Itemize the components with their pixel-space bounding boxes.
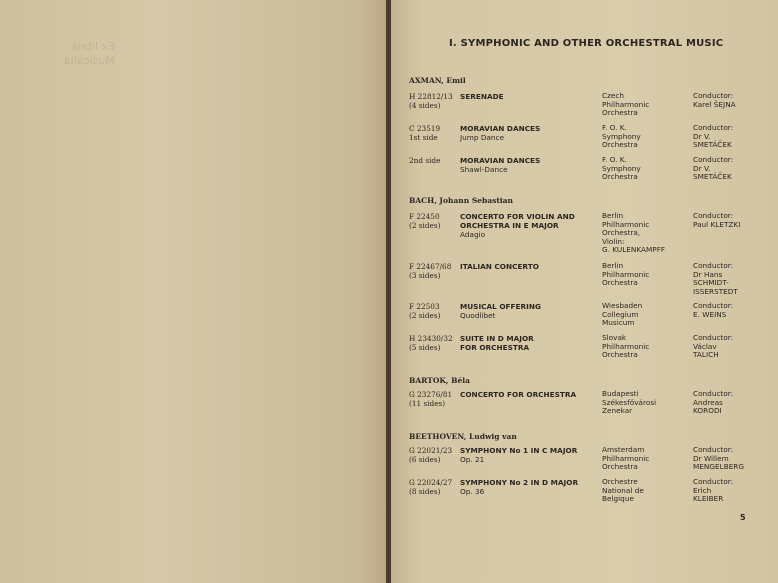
performer-line: Orchestra	[602, 350, 638, 359]
conductor-line: SCHMIDT-	[693, 278, 729, 287]
catalogue-number	[409, 156, 440, 165]
composer-heading: BARTOK, Béla	[409, 376, 470, 385]
conductor-line: TALICH	[693, 350, 719, 359]
performer-line: Orchestra	[602, 462, 638, 471]
work-subtitle-line: Adagio	[460, 230, 486, 239]
composer-heading: BEETHOVEN, Ludwig van	[409, 432, 517, 441]
conductor-line: Dr V.	[693, 131, 711, 141]
work-subtitle	[460, 133, 504, 142]
work-title-line: MUSICAL OFFERING	[460, 302, 541, 311]
work-title-line: FOR ORCHESTRA	[460, 343, 530, 352]
catalogue-number-line: (3 sides)	[409, 271, 441, 280]
performer-line: Symphony	[602, 131, 641, 141]
performer-line: Violin:	[602, 236, 625, 246]
work-title	[460, 124, 540, 133]
catalogue-number	[409, 302, 440, 320]
performer-line: F. O. K.	[602, 123, 627, 132]
performer-line: Orchestre	[602, 477, 638, 486]
performer-line: G. KULENKAMPFF	[602, 245, 666, 254]
conductor-line: Conductor:	[693, 445, 734, 454]
catalogue-number	[409, 92, 453, 110]
work-subtitle	[460, 311, 496, 320]
performer	[602, 334, 649, 360]
catalogue-number-line: G 22024/27	[409, 478, 453, 487]
performer-line: Orchestra	[602, 278, 638, 287]
conductor	[693, 156, 733, 182]
catalogue-number-line: (2 sides)	[409, 311, 441, 320]
conductor	[693, 212, 740, 229]
conductor-line: Dr V.	[693, 163, 711, 173]
performer	[602, 446, 649, 472]
performer-line: Philharmonic	[602, 453, 650, 463]
performer	[602, 92, 649, 118]
performer	[602, 156, 641, 182]
work-title-line: SYMPHONY No 1 IN C MAJOR	[460, 446, 578, 455]
performer-line: Philharmonic	[602, 99, 650, 109]
work-subtitle	[460, 487, 484, 496]
work-subtitle	[460, 455, 484, 464]
performer-line: Orchestra	[602, 140, 638, 149]
catalogue-number-line: F 22450	[409, 212, 440, 221]
work-title-line: CONCERTO FOR VIOLIN AND	[460, 212, 575, 221]
performer-line: Collegium	[602, 309, 639, 319]
work-subtitle	[460, 230, 485, 239]
catalogue-number	[409, 212, 440, 230]
conductor-line: KORODI	[693, 406, 722, 415]
section-title: I. SYMPHONIC AND OTHER ORCHESTRAL MUSIC	[449, 38, 724, 49]
performer-line: National de	[602, 485, 644, 495]
performer-line: Philharmonic	[602, 219, 650, 229]
work-title-line: ITALIAN CONCERTO	[460, 262, 539, 271]
performer-line: Musicum	[602, 318, 635, 327]
conductor	[693, 302, 733, 319]
conductor-line: Conductor:	[693, 261, 734, 270]
performer-line: Berlin	[602, 261, 624, 270]
performer	[602, 212, 665, 255]
conductor-line: Conductor:	[693, 211, 734, 220]
work-title	[460, 478, 578, 487]
performer-line: Budapesti	[602, 389, 639, 398]
conductor-line: MENGELBERG	[693, 462, 745, 471]
right-page	[391, 0, 778, 583]
performer-line: Berlin	[602, 211, 624, 220]
performer-line: Symphony	[602, 163, 641, 173]
catalogue-number	[409, 124, 440, 142]
work-title-line: SERENADE	[460, 92, 504, 101]
catalogue-number	[409, 334, 453, 352]
performer	[602, 478, 644, 504]
conductor-line: ISSERSTEDT	[693, 286, 738, 296]
catalogue-number-line: 1st side	[409, 133, 438, 142]
catalogue-number-line: (6 sides)	[409, 455, 441, 464]
work-title	[460, 156, 540, 165]
work-subtitle-line: Op. 21	[460, 455, 485, 464]
composer-heading: AXMAN, Emil	[409, 76, 466, 85]
conductor	[693, 124, 733, 150]
conductor-line: SMETÁČEK	[693, 172, 732, 181]
page-number: 5	[740, 513, 746, 522]
catalogue-number	[409, 262, 451, 280]
work-subtitle-line: Quodlibet	[460, 311, 496, 320]
performer-line: Belgique	[602, 494, 634, 503]
catalogue-number-line: H 22812/13	[409, 92, 453, 101]
work-title	[460, 212, 575, 230]
performer	[602, 124, 641, 150]
conductor	[693, 334, 733, 360]
performer-line: Székesfővárosi	[602, 397, 657, 407]
catalogue-number	[409, 446, 452, 464]
catalogue-number-line: (2 sides)	[409, 221, 441, 230]
conductor-line: Dr Willem	[693, 453, 729, 463]
performer-line: Orchestra	[602, 108, 638, 117]
conductor	[693, 262, 738, 296]
performer	[602, 302, 642, 328]
catalogue-number-line: G 23276/81	[409, 390, 453, 399]
work-title	[460, 390, 576, 399]
performer	[602, 262, 649, 288]
performer-line: Orchestra,	[602, 228, 641, 237]
conductor	[693, 92, 736, 109]
catalogue-number	[409, 478, 452, 496]
ghost-line: Musicalia	[64, 54, 115, 67]
performer-line: Slovak	[602, 333, 627, 342]
work-title-line: CONCERTO FOR ORCHESTRA	[460, 390, 577, 399]
conductor-line: Conductor:	[693, 389, 734, 398]
conductor-line: Paul KLETZKI	[693, 219, 741, 229]
work-subtitle-line: Op. 36	[460, 487, 485, 496]
performer-line: Orchestra	[602, 172, 638, 181]
conductor-line: Conductor:	[693, 123, 734, 132]
conductor-line: Conductor:	[693, 301, 734, 310]
conductor-line: KLEIBER	[693, 494, 724, 503]
performer-line: Czech	[602, 91, 625, 100]
work-title	[460, 334, 534, 352]
conductor-line: Karel ŠEJNA	[693, 99, 736, 109]
conductor-line: Conductor:	[693, 477, 734, 486]
left-page	[0, 0, 388, 583]
catalogue-number-line: G 22021/23	[409, 446, 453, 455]
work-subtitle-line: Jump Dance	[460, 133, 505, 142]
work-title	[460, 92, 504, 101]
catalogue-number-line: (5 sides)	[409, 343, 441, 352]
conductor-line: SMETÁČEK	[693, 140, 732, 149]
work-subtitle-line: Shawl-Dance	[460, 165, 508, 174]
conductor-line: Václav	[693, 341, 717, 351]
conductor-line: Andreas	[693, 397, 723, 407]
work-title	[460, 446, 577, 455]
work-title-line: MORAVIAN DANCES	[460, 124, 541, 133]
performer-line: F. O. K.	[602, 155, 627, 164]
performer-line: Philharmonic	[602, 269, 650, 279]
work-title	[460, 302, 541, 311]
catalogue-number-line: F 22503	[409, 302, 440, 311]
performer-line: Amsterdam	[602, 445, 645, 454]
catalogue-number-line: 2nd side	[409, 156, 441, 165]
performer-line: Zenekar	[602, 406, 633, 415]
work-title-line: ORCHESTRA IN E MAJOR	[460, 221, 559, 230]
conductor-line: Dr Hans	[693, 269, 723, 279]
conductor-line: Erich	[693, 485, 712, 495]
work-title-line: SUITE IN D MAJOR	[460, 334, 534, 343]
catalogue-number-line: (4 sides)	[409, 101, 441, 110]
conductor-line: E. WEINS	[693, 309, 727, 319]
performer	[602, 390, 656, 416]
catalogue-number-line: H 23430/32	[409, 334, 453, 343]
work-subtitle	[460, 165, 508, 174]
catalogue-number	[409, 390, 452, 408]
performer-line: Wiesbaden	[602, 301, 643, 310]
conductor-line: Conductor:	[693, 333, 734, 342]
catalogue-number-line: (8 sides)	[409, 487, 441, 496]
work-title-line: MORAVIAN DANCES	[460, 156, 541, 165]
catalogue-number-line: (11 sides)	[409, 399, 446, 408]
work-title	[460, 262, 539, 271]
conductor	[693, 446, 744, 472]
catalogue-number-line: C 23519	[409, 124, 441, 133]
conductor-line: Conductor:	[693, 91, 734, 100]
conductor	[693, 478, 733, 504]
show-through-text	[64, 40, 115, 68]
conductor	[693, 390, 733, 416]
conductor-line: Conductor:	[693, 155, 734, 164]
performer-line: Philharmonic	[602, 341, 650, 351]
work-title-line: SYMPHONY No 2 IN D MAJOR	[460, 478, 579, 487]
ghost-line: Ex libris	[71, 40, 115, 53]
catalogue-number-line: F 22467/68	[409, 262, 452, 271]
composer-heading: BACH, Johann Sebastian	[409, 196, 513, 205]
